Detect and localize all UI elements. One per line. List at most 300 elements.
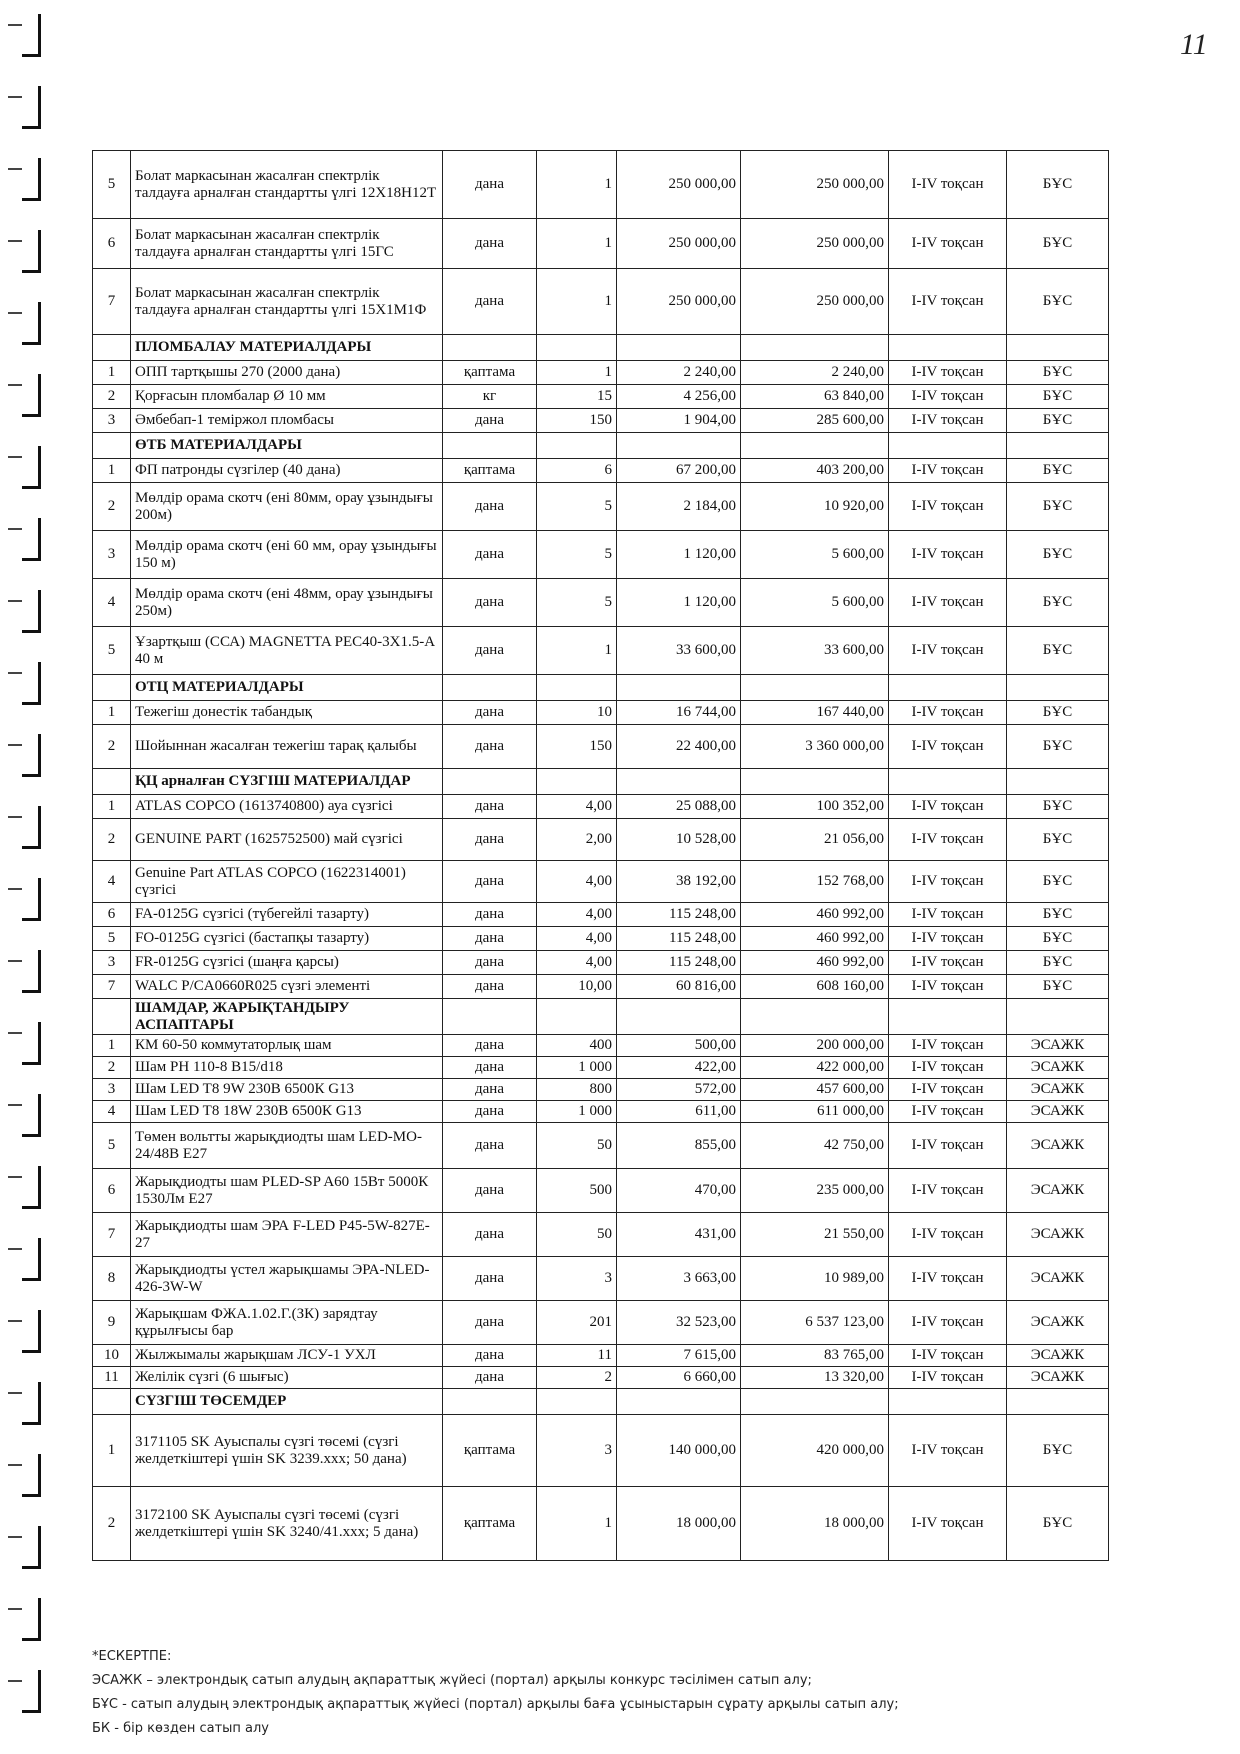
method-cell: БҰС — [1007, 927, 1109, 951]
item-name: WALC P/CA0660R025 сүзгі элементі — [131, 975, 443, 999]
empty-cell — [93, 999, 131, 1035]
period-cell: I-IV тоқсан — [889, 1213, 1007, 1257]
price-cell: 250 000,00 — [617, 269, 741, 335]
unit-cell: дана — [443, 819, 537, 861]
unit-cell: дана — [443, 579, 537, 627]
price-cell: 250 000,00 — [617, 219, 741, 269]
empty-cell — [889, 335, 1007, 361]
method-cell: ЭСАЖК — [1007, 1035, 1109, 1057]
sum-cell: 18 000,00 — [741, 1487, 889, 1561]
price-cell: 32 523,00 — [617, 1301, 741, 1345]
quantity-cell: 3 — [537, 1257, 617, 1301]
method-cell: БҰС — [1007, 219, 1109, 269]
quantity-cell: 1 — [537, 269, 617, 335]
quantity-cell: 1 — [537, 627, 617, 675]
empty-cell — [617, 769, 741, 795]
row-number: 5 — [93, 1123, 131, 1169]
price-cell: 16 744,00 — [617, 701, 741, 725]
row-number: 1 — [93, 361, 131, 385]
row-number: 7 — [93, 269, 131, 335]
method-cell: ЭСАЖК — [1007, 1213, 1109, 1257]
period-cell: I-IV тоқсан — [889, 1079, 1007, 1101]
period-cell: I-IV тоқсан — [889, 1057, 1007, 1079]
procurement-table — [92, 150, 1109, 1561]
empty-cell — [537, 433, 617, 459]
row-number: 3 — [93, 531, 131, 579]
quantity-cell: 1 — [537, 1487, 617, 1561]
unit-cell: қаптама — [443, 1415, 537, 1487]
unit-cell: дана — [443, 151, 537, 219]
method-cell: ЭСАЖК — [1007, 1057, 1109, 1079]
empty-cell — [741, 769, 889, 795]
table-row — [93, 975, 1109, 999]
price-cell: 422,00 — [617, 1057, 741, 1079]
quantity-cell: 5 — [537, 483, 617, 531]
empty-cell — [93, 675, 131, 701]
unit-cell: қаптама — [443, 361, 537, 385]
period-cell: I-IV тоқсан — [889, 1301, 1007, 1345]
row-number: 6 — [93, 219, 131, 269]
section-title: СҮЗГІШ ТӨСЕМДЕР — [131, 1389, 443, 1415]
table-row — [93, 385, 1109, 409]
period-cell: I-IV тоқсан — [889, 483, 1007, 531]
binding-holes — [0, 0, 46, 1754]
item-name: Болат маркасынан жасалған спектрлік талдауға арналған стандартты үлгі 15Х1М1Ф — [131, 269, 443, 335]
quantity-cell: 2 — [537, 1367, 617, 1389]
period-cell: I-IV тоқсан — [889, 459, 1007, 483]
period-cell: I-IV тоқсан — [889, 725, 1007, 769]
unit-cell: дана — [443, 725, 537, 769]
method-cell: ЭСАЖК — [1007, 1079, 1109, 1101]
method-cell: ЭСАЖК — [1007, 1169, 1109, 1213]
row-number: 2 — [93, 483, 131, 531]
sum-cell: 611 000,00 — [741, 1101, 889, 1123]
table-row — [93, 1123, 1109, 1169]
price-cell: 500,00 — [617, 1035, 741, 1057]
price-cell: 140 000,00 — [617, 1415, 741, 1487]
unit-cell: дана — [443, 701, 537, 725]
period-cell: I-IV тоқсан — [889, 579, 1007, 627]
period-cell: I-IV тоқсан — [889, 1035, 1007, 1057]
method-cell: БҰС — [1007, 579, 1109, 627]
item-name: Шам РН 110-8 B15/d18 — [131, 1057, 443, 1079]
empty-cell — [537, 335, 617, 361]
empty-cell — [889, 1389, 1007, 1415]
item-name: FA-0125G сүзгісі (түбегейлі тазарту) — [131, 903, 443, 927]
unit-cell: дана — [443, 1079, 537, 1101]
empty-cell — [93, 769, 131, 795]
quantity-cell: 3 — [537, 1415, 617, 1487]
notes — [92, 1645, 1142, 1741]
table-row — [93, 579, 1109, 627]
item-name: Шам LED T8 18W 230В 6500К G13 — [131, 1101, 443, 1123]
item-name: Мөлдір орама скотч (ені 80мм, орау ұзындығы 200м) — [131, 483, 443, 531]
unit-cell: дана — [443, 531, 537, 579]
sum-cell: 460 992,00 — [741, 903, 889, 927]
empty-cell — [443, 433, 537, 459]
unit-cell: дана — [443, 927, 537, 951]
unit-cell: дана — [443, 975, 537, 999]
empty-cell — [93, 1389, 131, 1415]
section-title: ӨТБ МАТЕРИАЛДАРЫ — [131, 433, 443, 459]
sum-cell: 285 600,00 — [741, 409, 889, 433]
sum-cell: 250 000,00 — [741, 151, 889, 219]
period-cell: I-IV тоқсан — [889, 975, 1007, 999]
table-row — [93, 1257, 1109, 1301]
row-number: 3 — [93, 1079, 131, 1101]
period-cell: I-IV тоқсан — [889, 1123, 1007, 1169]
empty-cell — [889, 433, 1007, 459]
price-cell: 855,00 — [617, 1123, 741, 1169]
method-cell: ЭСАЖК — [1007, 1257, 1109, 1301]
method-cell: БҰС — [1007, 361, 1109, 385]
price-cell: 33 600,00 — [617, 627, 741, 675]
notes-line-bk: БК - бір көзден сатып алу — [92, 1721, 270, 1736]
unit-cell: дана — [443, 1169, 537, 1213]
empty-cell — [443, 769, 537, 795]
period-cell: I-IV тоқсан — [889, 903, 1007, 927]
table-row — [93, 219, 1109, 269]
period-cell: I-IV тоқсан — [889, 951, 1007, 975]
empty-cell — [617, 999, 741, 1035]
table-row — [93, 725, 1109, 769]
table-row — [93, 819, 1109, 861]
price-cell: 25 088,00 — [617, 795, 741, 819]
empty-cell — [1007, 1389, 1109, 1415]
quantity-cell: 6 — [537, 459, 617, 483]
table-row — [93, 951, 1109, 975]
method-cell: БҰС — [1007, 459, 1109, 483]
period-cell: I-IV тоқсан — [889, 269, 1007, 335]
quantity-cell: 201 — [537, 1301, 617, 1345]
row-number: 5 — [93, 627, 131, 675]
quantity-cell: 2,00 — [537, 819, 617, 861]
table-row — [93, 795, 1109, 819]
unit-cell: дана — [443, 409, 537, 433]
period-cell: I-IV тоқсан — [889, 1257, 1007, 1301]
method-cell: ЭСАЖК — [1007, 1301, 1109, 1345]
empty-cell — [537, 675, 617, 701]
quantity-cell: 5 — [537, 531, 617, 579]
method-cell: БҰС — [1007, 531, 1109, 579]
period-cell: I-IV тоқсан — [889, 1487, 1007, 1561]
empty-cell — [889, 999, 1007, 1035]
method-cell: ЭСАЖК — [1007, 1345, 1109, 1367]
price-cell: 38 192,00 — [617, 861, 741, 903]
quantity-cell: 10,00 — [537, 975, 617, 999]
sum-cell: 457 600,00 — [741, 1079, 889, 1101]
method-cell: ЭСАЖК — [1007, 1101, 1109, 1123]
quantity-cell: 1 000 — [537, 1057, 617, 1079]
section-header-row — [93, 433, 1109, 459]
section-title: ШАМДАР, ЖАРЫҚТАНДЫРУ АСПАПТАРЫ — [131, 999, 443, 1035]
quantity-cell: 800 — [537, 1079, 617, 1101]
item-name: Мөлдір орама скотч (ені 48мм, орау ұзындығы 250м) — [131, 579, 443, 627]
method-cell: БҰС — [1007, 795, 1109, 819]
table-row — [93, 483, 1109, 531]
quantity-cell: 4,00 — [537, 927, 617, 951]
quantity-cell: 5 — [537, 579, 617, 627]
method-cell: БҰС — [1007, 819, 1109, 861]
table-row — [93, 1301, 1109, 1345]
unit-cell: кг — [443, 385, 537, 409]
sum-cell: 33 600,00 — [741, 627, 889, 675]
price-cell: 18 000,00 — [617, 1487, 741, 1561]
table-row — [93, 409, 1109, 433]
section-title: ПЛОМБАЛАУ МАТЕРИАЛДАРЫ — [131, 335, 443, 361]
sum-cell: 460 992,00 — [741, 951, 889, 975]
sum-cell: 100 352,00 — [741, 795, 889, 819]
empty-cell — [1007, 335, 1109, 361]
empty-cell — [443, 335, 537, 361]
table-row — [93, 903, 1109, 927]
price-cell: 4 256,00 — [617, 385, 741, 409]
item-name: Жылжымалы жарықшам ЛСУ-1 УХЛ — [131, 1345, 443, 1367]
method-cell: БҰС — [1007, 725, 1109, 769]
sum-cell: 403 200,00 — [741, 459, 889, 483]
quantity-cell: 150 — [537, 409, 617, 433]
item-name: Төмен вольтты жарықдиодты шам LED-MO-24/48В Е27 — [131, 1123, 443, 1169]
quantity-cell: 4,00 — [537, 903, 617, 927]
unit-cell: дана — [443, 1213, 537, 1257]
quantity-cell: 1 000 — [537, 1101, 617, 1123]
row-number: 3 — [93, 409, 131, 433]
item-name: ФП патронды сүзгілер (40 дана) — [131, 459, 443, 483]
price-cell: 115 248,00 — [617, 903, 741, 927]
quantity-cell: 50 — [537, 1123, 617, 1169]
empty-cell — [617, 335, 741, 361]
price-cell: 2 184,00 — [617, 483, 741, 531]
unit-cell: қаптама — [443, 459, 537, 483]
empty-cell — [617, 433, 741, 459]
unit-cell: дана — [443, 627, 537, 675]
sum-cell: 2 240,00 — [741, 361, 889, 385]
sum-cell: 608 160,00 — [741, 975, 889, 999]
price-cell: 2 240,00 — [617, 361, 741, 385]
period-cell: I-IV тоқсан — [889, 927, 1007, 951]
period-cell: I-IV тоқсан — [889, 385, 1007, 409]
unit-cell: қаптама — [443, 1487, 537, 1561]
row-number: 6 — [93, 903, 131, 927]
empty-cell — [443, 675, 537, 701]
item-name: Жарықдиодты шам ЭРА F-LED P45-5W-827E-27 — [131, 1213, 443, 1257]
table-row — [93, 1487, 1109, 1561]
quantity-cell: 10 — [537, 701, 617, 725]
row-number: 10 — [93, 1345, 131, 1367]
unit-cell: дана — [443, 219, 537, 269]
sum-cell: 420 000,00 — [741, 1415, 889, 1487]
unit-cell: дана — [443, 1035, 537, 1057]
item-name: ОПП тартқышы 270 (2000 дана) — [131, 361, 443, 385]
unit-cell: дана — [443, 951, 537, 975]
empty-cell — [741, 675, 889, 701]
empty-cell — [617, 675, 741, 701]
empty-cell — [537, 1389, 617, 1415]
empty-cell — [1007, 675, 1109, 701]
method-cell: БҰС — [1007, 1487, 1109, 1561]
row-number: 4 — [93, 579, 131, 627]
row-number: 4 — [93, 861, 131, 903]
quantity-cell: 1 — [537, 219, 617, 269]
section-header-row — [93, 769, 1109, 795]
unit-cell: дана — [443, 903, 537, 927]
period-cell: I-IV тоқсан — [889, 409, 1007, 433]
price-cell: 60 816,00 — [617, 975, 741, 999]
unit-cell: дана — [443, 795, 537, 819]
period-cell: I-IV тоқсан — [889, 1101, 1007, 1123]
page-number: 11 — [1180, 28, 1208, 61]
price-cell: 611,00 — [617, 1101, 741, 1123]
row-number: 1 — [93, 1415, 131, 1487]
item-name: Тежегіш донестік табандық — [131, 701, 443, 725]
item-name: КМ 60-50 коммутаторлық шам — [131, 1035, 443, 1057]
price-cell: 3 663,00 — [617, 1257, 741, 1301]
item-name: GENUINE PART (1625752500) май сүзгісі — [131, 819, 443, 861]
item-name: Болат маркасынан жасалған спектрлік талдауға арналған стандартты үлгі 12Х18Н12Т — [131, 151, 443, 219]
table-row — [93, 1415, 1109, 1487]
empty-cell — [443, 999, 537, 1035]
empty-cell — [741, 335, 889, 361]
sum-cell: 83 765,00 — [741, 1345, 889, 1367]
empty-cell — [1007, 769, 1109, 795]
method-cell: БҰС — [1007, 1415, 1109, 1487]
item-name: Жарықдиодты үстел жарықшамы ЭРА-NLED-426-3W-W — [131, 1257, 443, 1301]
row-number: 1 — [93, 1035, 131, 1057]
sum-cell: 235 000,00 — [741, 1169, 889, 1213]
item-name: Шойыннан жасалған тежегіш тарақ қалыбы — [131, 725, 443, 769]
period-cell: I-IV тоқсан — [889, 1367, 1007, 1389]
price-cell: 22 400,00 — [617, 725, 741, 769]
price-cell: 250 000,00 — [617, 151, 741, 219]
unit-cell: дана — [443, 483, 537, 531]
empty-cell — [1007, 433, 1109, 459]
method-cell: БҰС — [1007, 861, 1109, 903]
unit-cell: дана — [443, 1101, 537, 1123]
price-cell: 1 120,00 — [617, 531, 741, 579]
table-row — [93, 1213, 1109, 1257]
sum-cell: 460 992,00 — [741, 927, 889, 951]
period-cell: I-IV тоқсан — [889, 219, 1007, 269]
unit-cell: дана — [443, 1301, 537, 1345]
table-row — [93, 1169, 1109, 1213]
sum-cell: 10 989,00 — [741, 1257, 889, 1301]
row-number: 1 — [93, 795, 131, 819]
sum-cell: 200 000,00 — [741, 1035, 889, 1057]
unit-cell: дана — [443, 1257, 537, 1301]
sum-cell: 5 600,00 — [741, 531, 889, 579]
unit-cell: дана — [443, 1367, 537, 1389]
item-name: Genuine Part ATLAS COPCO (1622314001) сүзгісі — [131, 861, 443, 903]
item-name: Шам LED T8 9W 230В 6500К G13 — [131, 1079, 443, 1101]
row-number: 1 — [93, 459, 131, 483]
price-cell: 10 528,00 — [617, 819, 741, 861]
empty-cell — [93, 335, 131, 361]
table-row — [93, 361, 1109, 385]
quantity-cell: 150 — [537, 725, 617, 769]
price-cell: 115 248,00 — [617, 927, 741, 951]
method-cell: БҰС — [1007, 627, 1109, 675]
table-row — [93, 1345, 1109, 1367]
price-cell: 1 904,00 — [617, 409, 741, 433]
period-cell: I-IV тоқсан — [889, 1169, 1007, 1213]
row-number: 3 — [93, 951, 131, 975]
empty-cell — [443, 1389, 537, 1415]
item-name: 3171105 SK Ауыспалы сүзгі төсемі (сүзгі желдеткіштері үшін SK 3239.xxx; 50 дана) — [131, 1415, 443, 1487]
sum-cell: 5 600,00 — [741, 579, 889, 627]
row-number: 11 — [93, 1367, 131, 1389]
sum-cell: 422 000,00 — [741, 1057, 889, 1079]
method-cell: БҰС — [1007, 385, 1109, 409]
row-number: 4 — [93, 1101, 131, 1123]
unit-cell: дана — [443, 269, 537, 335]
method-cell: БҰС — [1007, 951, 1109, 975]
section-title: ҚЦ арналған СҮЗГІШ МАТЕРИАЛДАР — [131, 769, 443, 795]
notes-line-bus: БҰС - сатып алудың электрондық ақпараттық жүйесі (портал) арқылы баға ұсыныстарын сұрату арқылы сатып алу; — [92, 1697, 899, 1712]
table-row — [93, 269, 1109, 335]
unit-cell: дана — [443, 1057, 537, 1079]
table-row — [93, 151, 1109, 219]
row-number: 6 — [93, 1169, 131, 1213]
quantity-cell: 1 — [537, 151, 617, 219]
quantity-cell: 4,00 — [537, 795, 617, 819]
method-cell: БҰС — [1007, 151, 1109, 219]
row-number: 5 — [93, 927, 131, 951]
notes-title: *ЕСКЕРТПЕ: — [92, 1649, 172, 1664]
empty-cell — [617, 1389, 741, 1415]
item-name: Болат маркасынан жасалған спектрлік талдауға арналған стандартты үлгі 15ГС — [131, 219, 443, 269]
item-name: Ұзартқыш (ССА) MAGNETTA PEC40-3X1.5-A 40 м — [131, 627, 443, 675]
quantity-cell: 15 — [537, 385, 617, 409]
table-row — [93, 701, 1109, 725]
sum-cell: 21 056,00 — [741, 819, 889, 861]
sum-cell: 13 320,00 — [741, 1367, 889, 1389]
table-row — [93, 1101, 1109, 1123]
period-cell: I-IV тоқсан — [889, 861, 1007, 903]
period-cell: I-IV тоқсан — [889, 151, 1007, 219]
method-cell: БҰС — [1007, 701, 1109, 725]
sum-cell: 3 360 000,00 — [741, 725, 889, 769]
table-row — [93, 927, 1109, 951]
quantity-cell: 4,00 — [537, 861, 617, 903]
period-cell: I-IV тоқсан — [889, 627, 1007, 675]
period-cell: I-IV тоқсан — [889, 795, 1007, 819]
quantity-cell: 50 — [537, 1213, 617, 1257]
empty-cell — [741, 999, 889, 1035]
unit-cell: дана — [443, 1123, 537, 1169]
sum-cell: 6 537 123,00 — [741, 1301, 889, 1345]
item-name: 3172100 SK Ауыспалы сүзгі төсемі (сүзгі желдеткіштері үшін SK 3240/41.xxx; 5 дана) — [131, 1487, 443, 1561]
item-name: Жарықшам ФЖА.1.02.Г.(ЗК) зарядтау құрылғысы бар — [131, 1301, 443, 1345]
table-row — [93, 1035, 1109, 1057]
period-cell: I-IV тоқсан — [889, 361, 1007, 385]
row-number: 2 — [93, 1057, 131, 1079]
sum-cell: 42 750,00 — [741, 1123, 889, 1169]
price-cell: 7 615,00 — [617, 1345, 741, 1367]
row-number: 2 — [93, 385, 131, 409]
sum-cell: 152 768,00 — [741, 861, 889, 903]
quantity-cell: 1 — [537, 361, 617, 385]
section-title: ОТЦ МАТЕРИАЛДАРЫ — [131, 675, 443, 701]
item-name: Жарықдиодты шам PLED-SP A60 15Вт 5000К 1530Лм Е27 — [131, 1169, 443, 1213]
empty-cell — [889, 769, 1007, 795]
row-number: 2 — [93, 725, 131, 769]
empty-cell — [889, 675, 1007, 701]
sum-cell: 63 840,00 — [741, 385, 889, 409]
section-header-row — [93, 1389, 1109, 1415]
sum-cell: 250 000,00 — [741, 269, 889, 335]
price-cell: 572,00 — [617, 1079, 741, 1101]
price-cell: 6 660,00 — [617, 1367, 741, 1389]
